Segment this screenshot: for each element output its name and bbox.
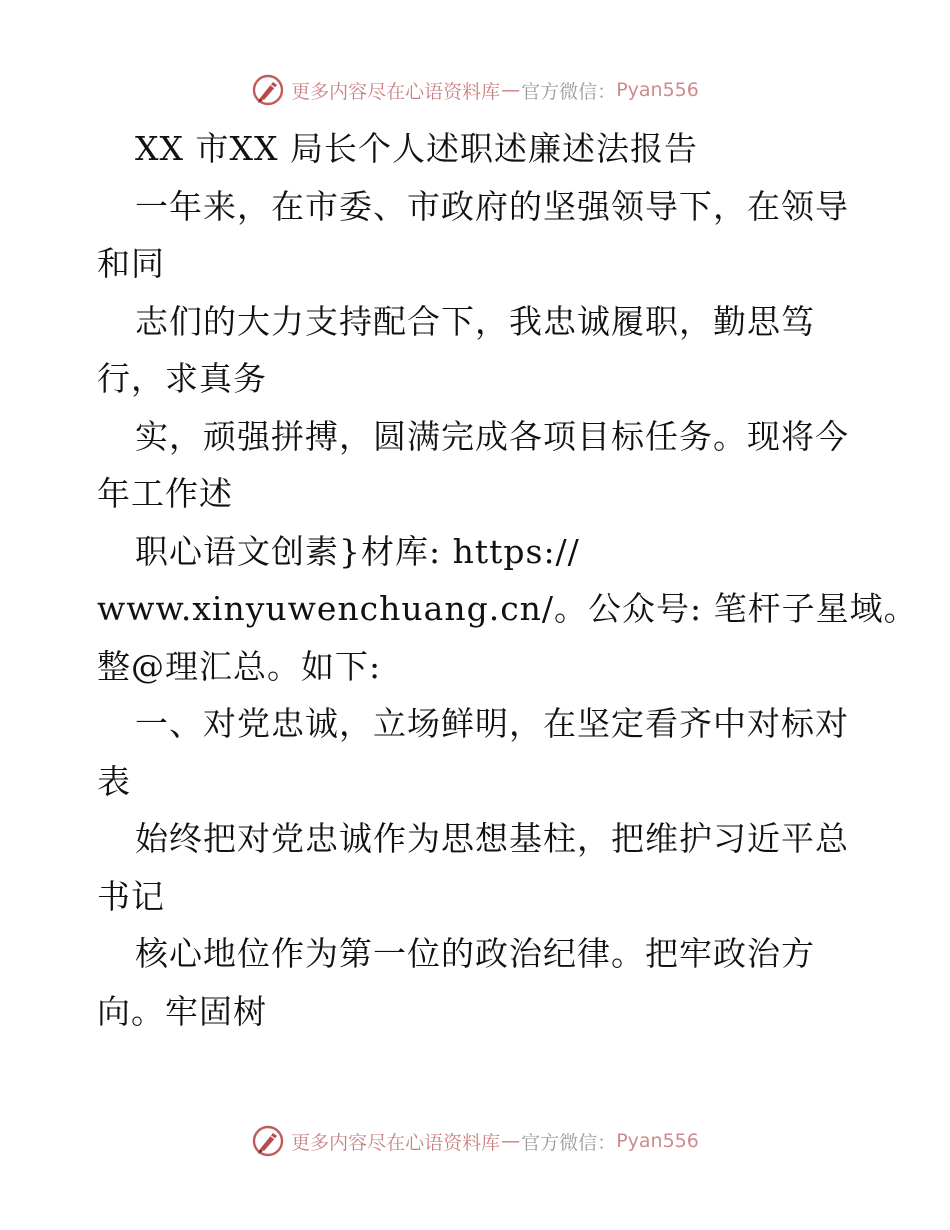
document-title: XX 市XX 局长个人述职述廉述法报告 xyxy=(135,129,698,168)
footer-dash: — xyxy=(501,1130,521,1152)
text-line: 始终把对党忠诚作为思想基柱，把维护习近平总 xyxy=(135,819,849,858)
document-body xyxy=(97,120,918,1040)
text-line: 核心地位作为第一位的政治纪律。把牢政治方 xyxy=(135,934,815,973)
text-line: 一年来，在市委、市政府的坚强领导下，在领导 xyxy=(135,186,849,226)
text-line: 向。牢固树 xyxy=(97,991,267,1031)
header-wechat-label: 官方微信： xyxy=(521,80,617,103)
footer-wechat-id: Pyan556 xyxy=(616,1130,699,1152)
text-line: 实，顽强拼搏，圆满完成各项目标任务。现将今 xyxy=(135,416,849,456)
text-line: 志们的大力支持配合下，我忠诚履职，勤思笃 xyxy=(135,301,815,341)
text-line: 书记 xyxy=(97,876,165,916)
footer-banner xyxy=(0,1123,950,1159)
header-banner xyxy=(0,72,950,108)
quill-pen-logo-icon xyxy=(251,1124,285,1158)
section-heading: 一、对党忠诚，立场鲜明，在坚定看齐中对标对 xyxy=(135,704,849,743)
text-line: 表 xyxy=(97,761,131,801)
text-line: www.xinyuwenchuang.cn/。公众号: 笔杆子星域。 xyxy=(97,589,918,628)
footer-wechat-label: 官方微信： xyxy=(521,1131,617,1154)
text-line: 和同 xyxy=(97,244,165,283)
text-line: 职心语文创素}材库: https:// xyxy=(135,531,580,571)
footer-brand-text: 更多内容尽在心语资料库 xyxy=(291,1131,501,1154)
header-wechat-id: Pyan556 xyxy=(616,79,699,101)
header-brand-text: 更多内容尽在心语资料库 xyxy=(291,80,501,103)
text-line: 整@理汇总。如下: xyxy=(97,646,382,686)
header-dash: — xyxy=(501,79,521,101)
text-line: 行，求真务 xyxy=(97,359,267,398)
quill-pen-logo-icon xyxy=(251,73,285,107)
text-line: 年工作述 xyxy=(97,474,233,513)
